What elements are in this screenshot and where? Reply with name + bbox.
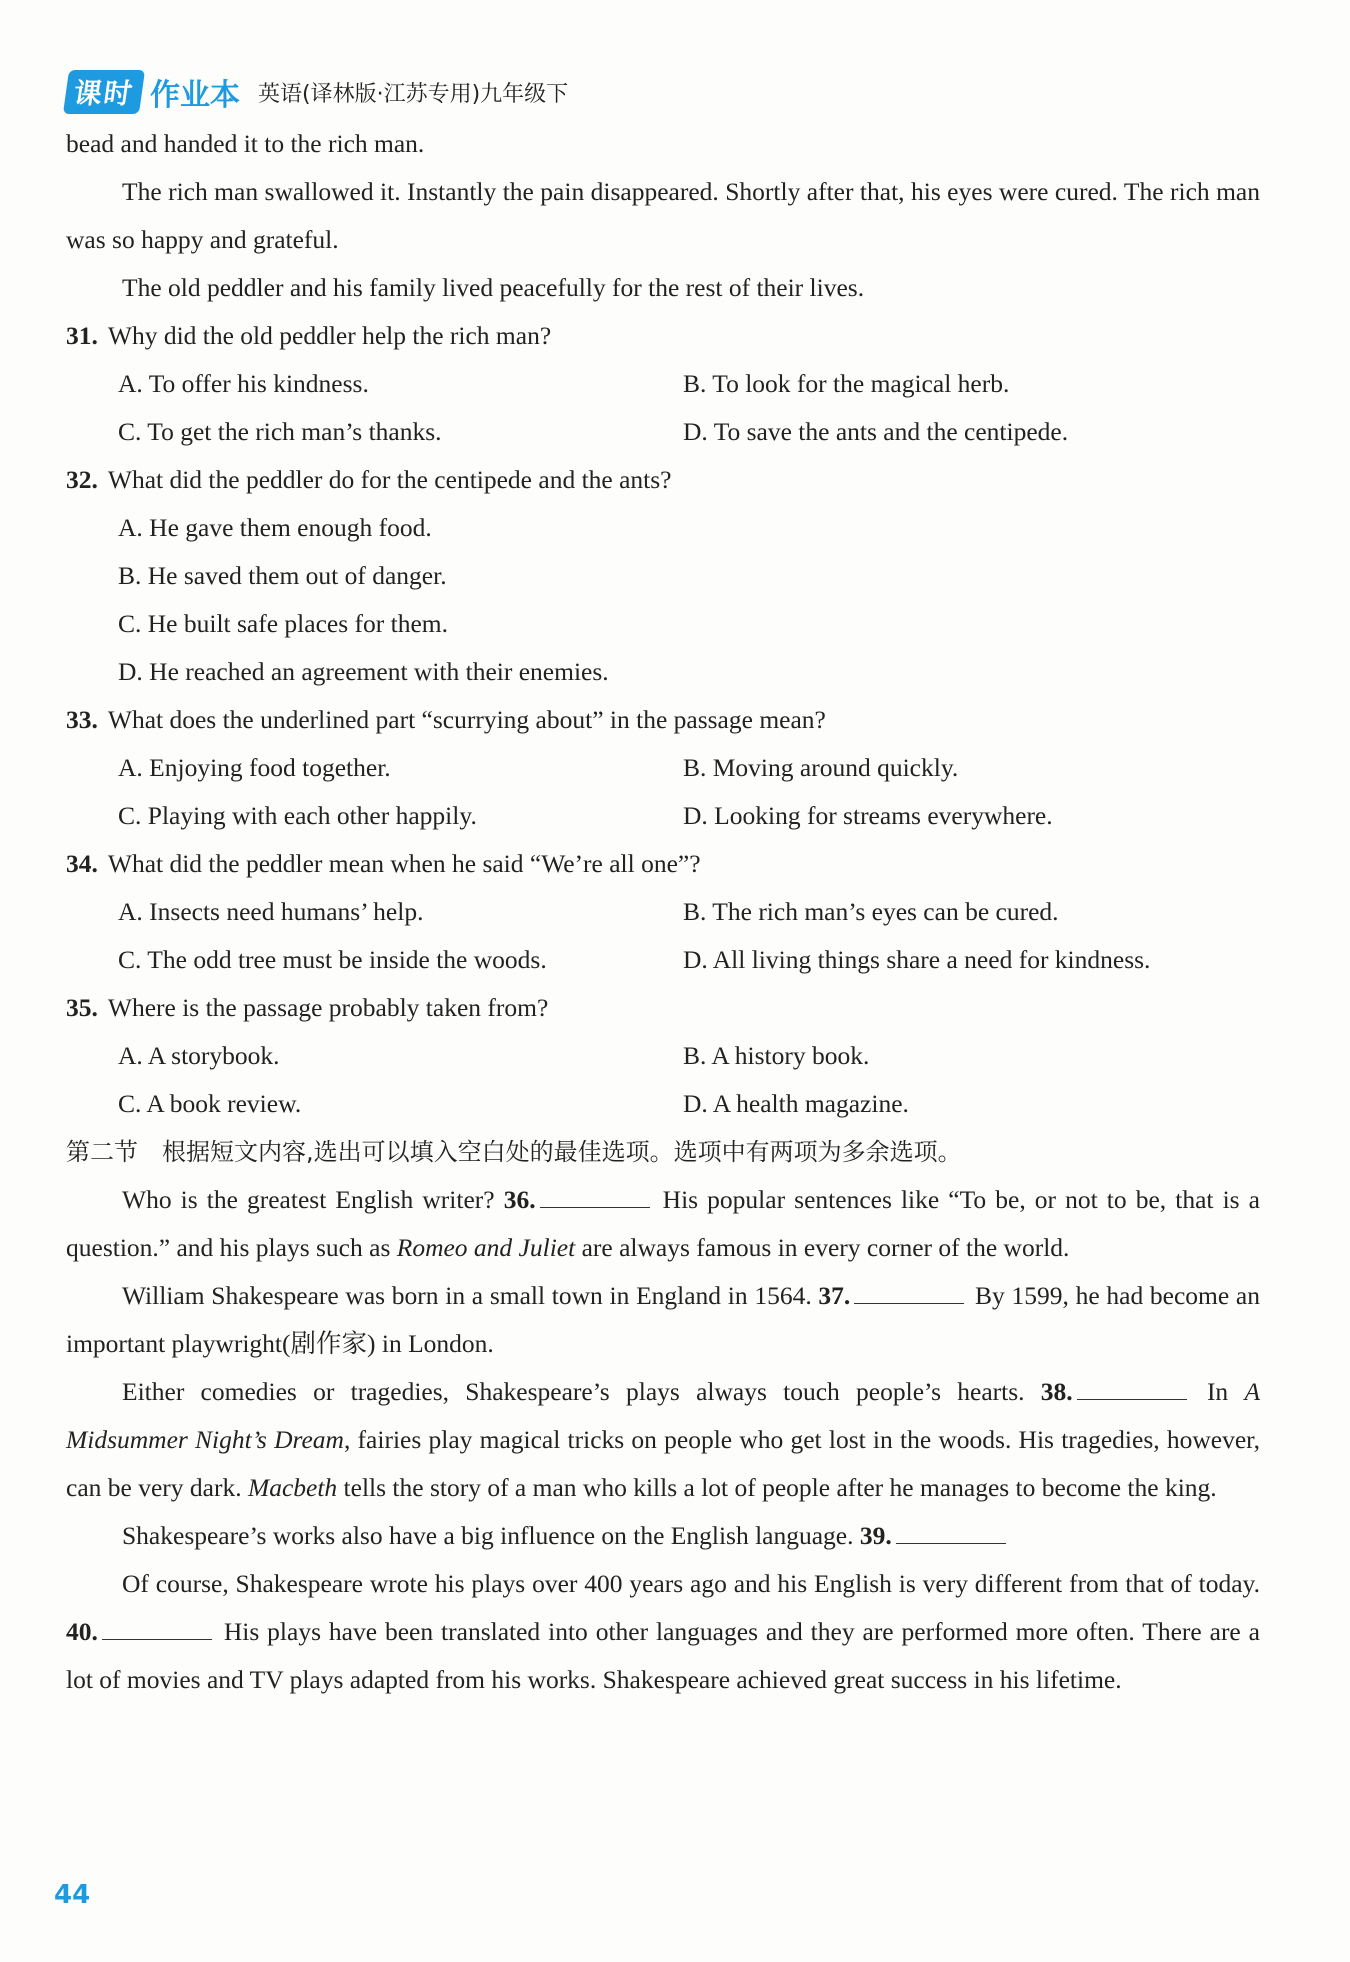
title-macbeth: Macbeth [247, 1473, 338, 1502]
answer-blank-39[interactable] [896, 1517, 1006, 1544]
blank-number-36: 36. [503, 1185, 536, 1214]
question-number: 32. [66, 465, 98, 494]
text: Of course, Shakespeare wrote his plays over 400 years ago and his English is very different from that of today. [122, 1569, 1260, 1598]
option-b[interactable]: B. To look for the magical herb. [683, 369, 1010, 398]
option-b[interactable]: B. Moving around quickly. [683, 753, 959, 782]
option-c[interactable]: C. A book review. [118, 1089, 302, 1118]
option-a[interactable]: A. He gave them enough food. [118, 513, 432, 542]
question-number: 33. [66, 705, 98, 734]
option-d[interactable]: D. Looking for streams everywhere. [683, 801, 1053, 830]
option-b[interactable]: B. The rich man’s eyes can be cured. [683, 897, 1059, 926]
page-number: 44 [54, 1880, 91, 1910]
blank-number-37: 37. [818, 1281, 851, 1310]
answer-blank-36[interactable] [540, 1181, 650, 1208]
text: His plays have been translated into other languages and they are performed more often. There are a lot of movies and TV plays adapted from his works. Shakespeare achieved great success in his lifetime. [66, 1617, 1261, 1694]
option-b[interactable]: B. He saved them out of danger. [118, 561, 447, 590]
question-33 [66, 696, 1260, 744]
options-31 [66, 360, 1260, 456]
question-31 [66, 312, 1260, 360]
option-a[interactable]: A. Insects need humans’ help. [118, 897, 424, 926]
question-text: What did the peddler do for the centipede and the ants? [107, 465, 672, 494]
text: Who is the greatest English writer? [122, 1185, 495, 1214]
option-a[interactable]: A. To offer his kindness. [118, 369, 369, 398]
text: William Shakespeare was born in a small town in England in 1564. [122, 1281, 812, 1310]
text: In [1206, 1377, 1229, 1406]
option-d[interactable]: D. A health magazine. [683, 1089, 909, 1118]
option-d[interactable]: D. All living things share a need for kindness. [683, 945, 1151, 974]
logo-kuaishi: 课时 [63, 70, 145, 114]
section2-instructions: 第二节 根据短文内容,选出可以填入空白处的最佳选项。选项中有两项为多余选项。 [66, 1138, 962, 1166]
text: By 1599, he had become an important playwright(剧作家) in London. [66, 1281, 1260, 1358]
question-number: 31. [66, 321, 98, 350]
passage2-paragraph-3 [66, 1368, 1260, 1512]
blank-number-38: 38. [1040, 1377, 1073, 1406]
option-d[interactable]: D. He reached an agreement with their enemies. [118, 657, 609, 686]
text: Shakespeare’s works also have a big influence on the English language. [122, 1521, 854, 1550]
text: are always famous in every corner of the world. [581, 1233, 1070, 1262]
passage2-paragraph-5 [66, 1560, 1260, 1704]
option-c[interactable]: C. The odd tree must be inside the woods. [118, 945, 547, 974]
title-romeo-and-juliet: Romeo and Juliet [396, 1233, 576, 1262]
header-subtitle: 英语(译林版·江苏专用)九年级下 [258, 81, 569, 107]
answer-blank-37[interactable] [854, 1277, 964, 1304]
text: His popular sentences like “To be, or not to be, that is a question.” and his plays such as [66, 1185, 1260, 1262]
option-a[interactable]: A. A storybook. [118, 1041, 280, 1070]
passage2-paragraph-2 [66, 1272, 1260, 1368]
answer-blank-40[interactable] [102, 1613, 212, 1640]
title-midsummer: A Midsummer Night’s Dream [66, 1377, 1261, 1454]
question-34 [66, 840, 1260, 888]
text: tells the story of a man who kills a lot of people after he manages to become the king. [343, 1473, 1217, 1502]
logo-zuoyeben: 作业本 [150, 78, 241, 113]
option-c[interactable]: C. Playing with each other happily. [118, 801, 477, 830]
question-text: Why did the old peddler help the rich man? [107, 321, 552, 350]
page-header [66, 70, 568, 114]
page-content [66, 120, 1260, 1704]
passage1-line: bead and handed it to the rich man. [66, 129, 425, 158]
option-d[interactable]: D. To save the ants and the centipede. [683, 417, 1069, 446]
passage2-paragraph-4 [66, 1512, 1260, 1560]
text: Either comedies or tragedies, Shakespeare’s plays always touch people’s hearts. [122, 1377, 1025, 1406]
passage1-paragraph: The old peddler and his family lived peacefully for the rest of their lives. [122, 273, 865, 302]
options-35 [66, 1032, 1260, 1128]
text: , fairies play magical tricks on people who get lost in the woods. His tragedies, however, can be very dark. [66, 1425, 1260, 1502]
passage1-paragraph: The rich man swallowed it. Instantly the pain disappeared. Shortly after that, his eyes were cured. The rich man was so happy and grateful. [66, 177, 1260, 254]
option-a[interactable]: A. Enjoying food together. [118, 753, 391, 782]
question-32 [66, 456, 1260, 504]
options-34 [66, 888, 1260, 984]
question-text: Where is the passage probably taken from? [107, 993, 549, 1022]
book-logo [66, 70, 240, 114]
question-number: 34. [66, 849, 98, 878]
option-c[interactable]: C. To get the rich man’s thanks. [118, 417, 442, 446]
question-35 [66, 984, 1260, 1032]
option-b[interactable]: B. A history book. [683, 1041, 870, 1070]
option-c[interactable]: C. He built safe places for them. [118, 609, 448, 638]
answer-blank-38[interactable] [1077, 1373, 1187, 1400]
options-33 [66, 744, 1260, 840]
question-number: 35. [66, 993, 98, 1022]
blank-number-40: 40. [66, 1617, 98, 1646]
question-text: What did the peddler mean when he said “We’re all one”? [107, 849, 701, 878]
question-text: What does the underlined part “scurrying about” in the passage mean? [107, 705, 826, 734]
blank-number-39: 39. [859, 1521, 892, 1550]
passage2-paragraph-1 [66, 1176, 1260, 1272]
